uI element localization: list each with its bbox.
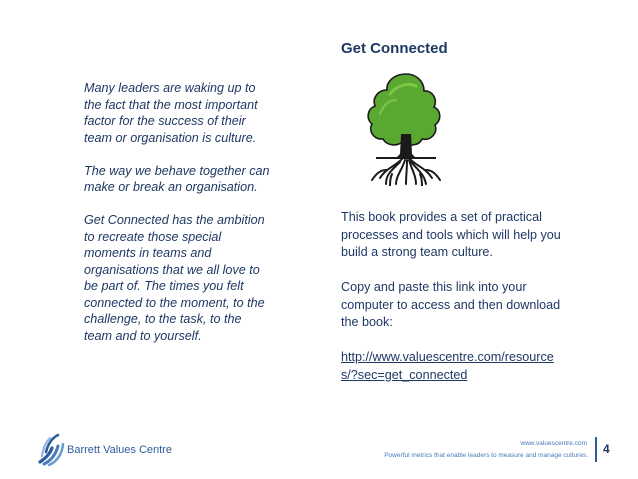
logo-text: Barrett Values Centre xyxy=(67,444,172,456)
book-info-column xyxy=(341,209,573,402)
intro-paragraph-1: Many leaders are waking up to the fact that the most important factor for the success of their team or organisation is culture. xyxy=(84,81,258,145)
tree-with-roots-icon xyxy=(356,70,456,186)
page-number: 4 xyxy=(603,442,610,456)
barrett-values-centre-logo xyxy=(36,432,196,468)
intro-column xyxy=(84,80,284,361)
spiral-logo-icon xyxy=(36,432,66,466)
download-instructions: Copy and paste this link into your computer to access and then download the book: xyxy=(341,280,561,329)
book-description: This book provides a set of practical processes and tools which will help you build a strong team culture. xyxy=(341,210,561,259)
page-title: Get Connected xyxy=(341,40,448,57)
download-link-paragraph xyxy=(341,349,573,384)
tree-roots xyxy=(372,158,440,186)
intro-paragraph-2: The way we behave together can make or break an organisation. xyxy=(84,163,270,194)
footer-website: www.valuescentre.com xyxy=(520,440,587,447)
footer-tagline: Powerful metrics that enable leaders to measure and manage cultures. xyxy=(384,452,588,459)
footer-divider xyxy=(595,437,597,462)
intro-paragraph-3: Get Connected has the ambition to recreate those special moments in teams and organisations that we all love to be part of. The times you felt connected to the moment, to the challenge, to the task, to the team and to yourself. xyxy=(84,213,265,343)
download-link[interactable]: http://www.valuescentre.com/resource s/?sec=get_connected xyxy=(341,350,554,382)
